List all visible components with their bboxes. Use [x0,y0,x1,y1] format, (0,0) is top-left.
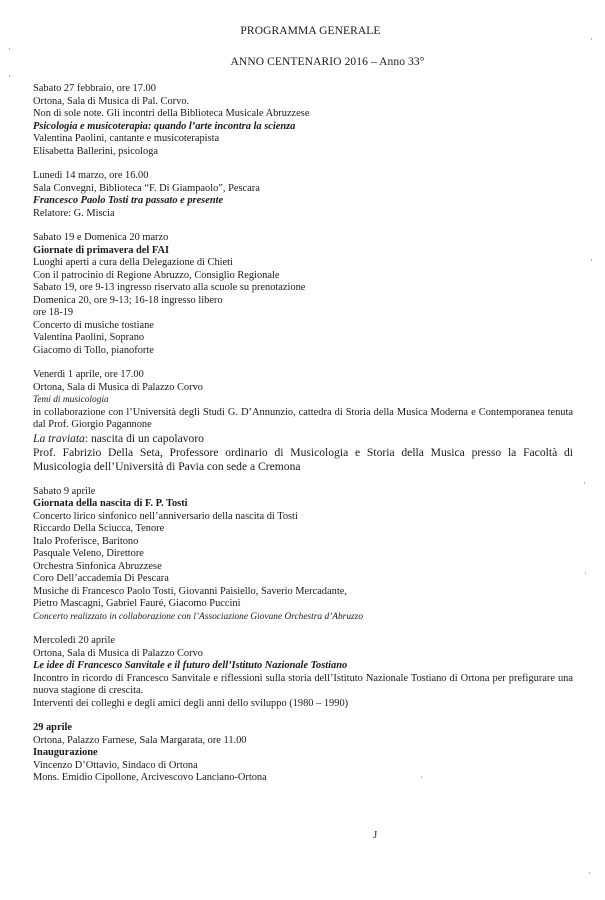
event-line: Ortona, Sala di Musica di Palazzo Corvo [33,381,203,393]
event-line: Valentina Paolini, Soprano [33,332,145,343]
event-line: Inaugurazione [33,747,98,758]
scan-mark: J [373,829,378,841]
event-line: Ortona, Palazzo Farnese, Sala Margarata, ore 11.00 [33,734,247,746]
scan-mark: · [584,568,587,578]
event-line: Luoghi aperti a cura della Delegazione di Chieti [33,257,233,268]
event-line: Mercoledì 20 aprile [33,635,115,646]
event-line: in collaborazione con l’Università degli Studi G. D’Annunzio, cattedra di Storia della Musica Moderna e Contemporanea tenuta dal Prof. Giorgio Pagannone [33,406,573,430]
event-line: Prof. Fabrizio Della Seta, Professore ordinario di Musicologia e Storia della Musica presso la Facoltà di Musicologia dell’Università di Pavia con sede a Cremona [33,445,573,473]
event-line: Psicologia e musicoterapia: quando l’arte incontra la scienza [33,120,296,132]
event-line: Mons. Emidio Cipollone, Arcivescovo Lanciano-Ortona [33,772,267,783]
event-line: Con il patrocinio di Regione Abruzzo, Consiglio Regionale [33,269,280,281]
scan-mark: · [8,71,11,81]
event-line: Ortona, Sala di Musica di Pal. Corvo. [33,95,190,107]
scan-mark: · [590,255,593,265]
event-line: Francesco Paolo Tosti tra passato e presente [33,195,224,206]
event-line: Pietro Mascagni, Gabriel Fauré, Giacomo Puccini [33,598,241,609]
event-line: Sabato 9 aprile [33,485,96,497]
event-line: Concerto realizzato in collaborazione con l’Associazione Giovane Orchestra d’Abruzzo [33,611,364,622]
scan-mark: · [588,868,591,878]
scan-mark: · [583,478,586,488]
event-line: Domenica 20, ore 9-13; 16-18 ingresso libero [33,294,223,306]
event-line: Concerto lirico sinfonico nell’anniversario della nascita di Tosti [33,510,298,522]
event-line: Giornate di primavera del FAI [33,244,170,256]
event-line: Venerdì 1 aprile, ore 17.00 [33,369,144,380]
event-line: Musiche di Francesco Paolo Tosti, Giovanni Paisiello, Saverio Mercadante, [33,585,347,597]
event-line: Sala Convegni, Biblioteca “F. Di Giampaolo”, Pescara [33,182,260,194]
event-line: Orchestra Sinfonica Abruzzese [33,560,162,572]
event-line: 29 aprile [33,722,72,733]
event-block [33,232,573,357]
event-line: Interventi dei colleghi e degli amici degli anni dello sviluppo (1980 – 1990) [33,697,349,709]
event-block [33,170,573,220]
event-block [33,369,573,474]
event-line: Sabato 19 e Domenica 20 marzo [33,232,169,243]
event-line: Coro Dell’accademia Di Pescara [33,573,169,584]
event-line: Giornata della nascita di F. P. Tosti [33,498,188,509]
event-line: Concerto di musiche tostiane [33,319,154,331]
event-block [33,83,573,158]
scan-mark: · [8,44,11,54]
events-list [33,83,573,797]
event-block [33,486,573,624]
event-line: ore 18-19 [33,307,74,318]
scan-mark: · [590,34,593,44]
event-line: Sabato 19, ore 9-13 ingresso riservato alla scuole su prenotazione [33,282,306,293]
event-line: Elisabetta Ballerini, psicologa [33,145,158,157]
event-block [33,722,573,785]
event-line: Lunedì 14 marzo, ore 16.00 [33,170,149,181]
event-line: Temi di musicologia [33,395,109,405]
event-line: Incontro in ricordo di Francesco Sanvitale e riflessioni sulla storia dell’Istituto Nazionale Tostiano di Ortona per prefigurare una nuova stagione di crescita. [33,672,573,696]
event-line: Sabato 27 febbraio, ore 17.00 [33,83,156,94]
event-line: Relatore: G. Miscia [33,207,115,219]
event-line: Ortona, Sala di Musica di Palazzo Corvo [33,647,203,659]
event-line: Vincenzo D’Ottavio, Sindaco di Ortona [33,759,198,771]
event-line: Valentina Paolini, cantante e musicoterapista [33,133,220,144]
event-line: La traviata: nascita di un capolavoro [33,431,204,445]
event-line: Pasquale Veleno, Direttore [33,548,144,559]
scan-mark: ´ [420,775,423,785]
event-block [33,635,573,710]
event-line: Giacomo di Tollo, pianoforte [33,344,154,356]
event-line: Non di sole note. Gli incontri della Biblioteca Musicale Abruzzese [33,108,310,119]
page-title: PROGRAMMA GENERALE [240,25,381,37]
event-line: Riccardo Della Sciucca, Tenore [33,523,165,534]
event-line: Italo Proferisce, Baritono [33,535,139,547]
page-subtitle: ANNO CENTENARIO 2016 – Anno 33° [230,56,425,68]
event-line: Le idee di Francesco Sanvitale e il futuro dell’Istituto Nazionale Tostiano [33,660,348,671]
